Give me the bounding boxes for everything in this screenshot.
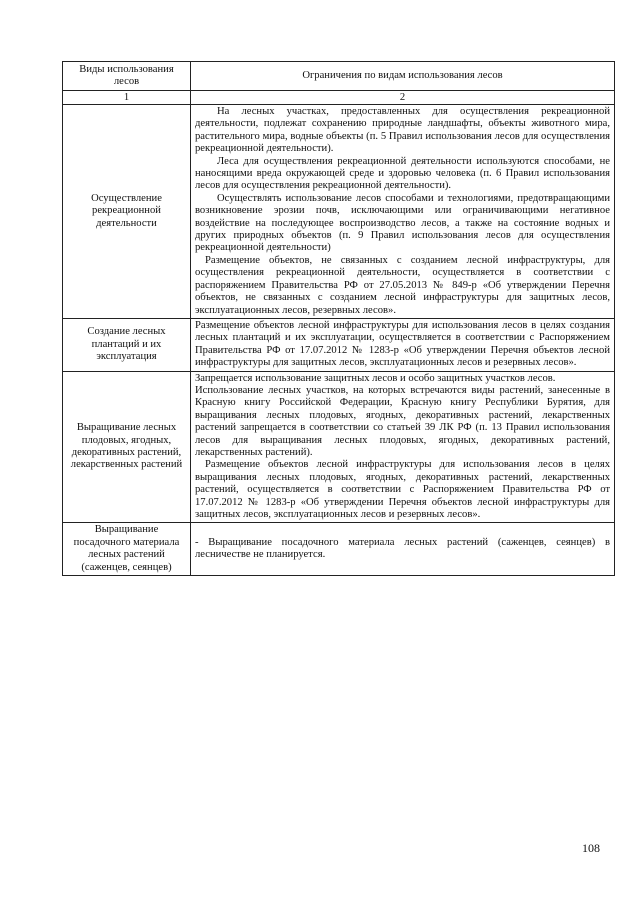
column-number-1: 1 [63,91,191,105]
usage-type-cell: Выращивание лесных плодовых, ягодных, декоративных растений, лекарственных растений [63,371,191,523]
restriction-paragraph: Размещение объектов лесной инфраструктуры для использования лесов в целях создания лесных плантаций и их эксплуатации, осуществляется в соответствии с Распоряжением Правительства РФ от 17.07.2012 № 1283-р «Об утверждении Перечня объектов лесной инфраструктуры для защитных лесов, эксплуатационных лесов и резервных лесов». [195,319,610,369]
table-row [63,105,615,319]
restriction-paragraph: - Выращивание посадочного материала лесных растений (саженцев, сеянцев) в лесничестве не планируется. [195,536,610,561]
header-col-type: Виды использования лесов [63,62,191,91]
page-number: 108 [582,841,600,855]
column-number-row [63,91,615,105]
header-col-restrictions: Ограничения по видам использования лесов [191,62,615,91]
restriction-paragraph: Леса для осуществления рекреационной деятельности используются способами, не наносящими вреда окружающей среде и здоровью человека (п. 6 Правил использования лесов для осуществления рекреационной деятельности). [195,155,610,192]
restriction-paragraph: На лесных участках, предоставленных для осуществления рекреационной деятельности, подлежат сохранению природные ландшафты, объекты животного мира, растительного мира, водные объекты (п. 5 Правил использования лесов для осуществления рекреационной деятельности). [195,106,610,155]
usage-type-cell: Создание лесных плантаций и их эксплуатация [63,318,191,371]
restrictions-table [62,61,615,576]
table-row [63,371,615,523]
header-row [63,62,615,91]
restrictions-cell [191,105,615,319]
restrictions-cell [191,318,615,371]
restriction-paragraph: Размещение объектов лесной инфраструктуры для использования лесов в целях выращивания лесных плодовых, ягодных, декоративных растений, лекарственных растений, осуществляется в соответствии с Распоряжением Правительства РФ от 17.07.2012 № 1283-р «Об утверждении Перечня объектов лесной инфраструктуры для защитных лесов, эксплуатационных лесов и резервных лесов». [195,459,610,520]
restriction-paragraph: Осуществлять использование лесов способами и технологиями, предотвращающими возникновение эрозии почв, исключающими или ограничивающими негативное воздействие на последующее воспроизводство лесов, а также на состояние водных и других природных объектов (п. 9 Правил использования лесов для осуществления рекреационной деятельности) [195,192,610,254]
restriction-paragraph: Запрещается использование защитных лесов и особо защитных участков лесов. [195,372,556,384]
usage-type-cell: Осуществление рекреационной деятельности [63,105,191,319]
restrictions-cell [191,523,615,576]
restriction-paragraph: Размещение объектов, не связанных с созданием лесной инфраструктуры, для осуществления рекреационной деятельности, осуществляется в соответствии с распоряжением Правительства РФ от 27.05.2013 № 849-р «Об утверждении Перечня объектов, не связанных с созданием лесной инфраструктуры для защитных лесов, эксплуатационных лесов, резервных лесов». [195,254,610,316]
restriction-paragraph: Использование лесных участков, на которых встречаются виды растений, занесенные в Красную книгу Российской Федерации, Красную книгу Республики Бурятия, для выращивания лесных плодовых, ягодных, декоративных растений, лекарственных растений запрещается в соответствии со статьей 39 ЛК РФ (п. 13 Правил использования лесов для выращивания лесных плодовых, ягодных, декоративных растений, лекарственных растений). [195,384,610,458]
restrictions-cell [191,371,615,523]
usage-type-cell: Выращивание посадочного материала лесных растений (саженцев, сеянцев) [63,523,191,576]
table-row [63,318,615,371]
table-row [63,523,615,576]
column-number-2: 2 [191,91,615,105]
